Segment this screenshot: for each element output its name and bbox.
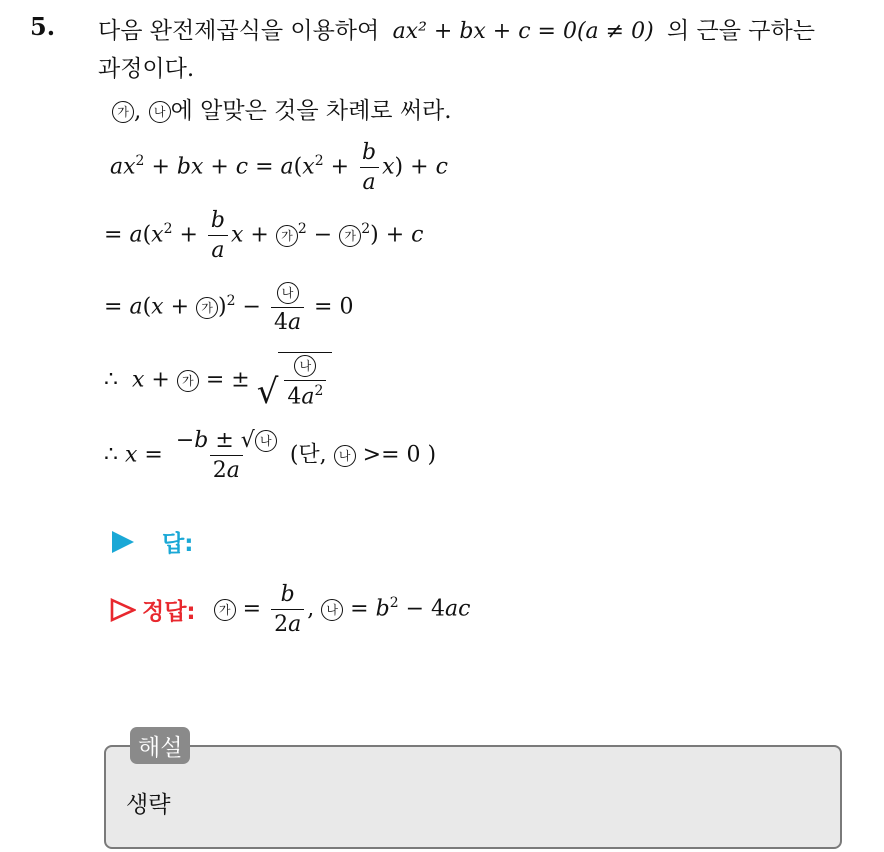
explanation-box <box>104 745 842 849</box>
marker-ga: 가 <box>177 370 199 392</box>
question-stem-line2: 과정이다. <box>98 56 195 82</box>
marker-na: 나 <box>321 599 343 621</box>
marker-na: 나 <box>277 282 299 304</box>
answer-row <box>112 525 193 558</box>
question-stem <box>98 12 815 51</box>
stem-prefix: 다음 완전제곱식을 이용하여 <box>98 18 380 44</box>
outline-triangle-icon <box>110 598 136 622</box>
marker-na: 나 <box>149 101 171 123</box>
derivation-line-3: = a(x + 가 )$^2$ − $\frac{\text{나}}{4a}$ = 0 <box>104 280 353 335</box>
marker-ga: 가 <box>112 101 134 123</box>
correct-answer-label: 정답: <box>142 599 196 625</box>
marker-ga: 가 <box>196 297 218 319</box>
question-number: 5. <box>30 12 56 41</box>
derivation-line-2: = $a(x^2$ + $\frac{b}{a}$ x + 가 $^2$ − 가 $^2$) + c <box>104 208 424 263</box>
correct-answer-value: 가 = $\frac{b}{2a}$ , 나 = $b^2 - 4ac$ <box>214 582 471 637</box>
stem-equation: ax² + bx + c = 0(a ≠ 0) <box>392 19 654 44</box>
marker-na: 나 <box>255 430 277 452</box>
instruction-text: 에 알맞은 것을 차례로 써라. <box>170 98 452 124</box>
derivation-line-5: ∴ x = $\frac{\text{−b ± √ 나}}{2a}$ (단, 나 >= 0 ) <box>104 428 437 483</box>
instruction: 가 , 나 에 알맞은 것을 차례로 써라. <box>112 92 452 125</box>
stem-suffix: 의 근을 구하는 <box>667 18 815 44</box>
play-triangle-icon <box>112 531 134 553</box>
correct-answer-row <box>110 582 470 637</box>
answer-label: 답: <box>162 531 194 557</box>
marker-ga: 가 <box>339 225 361 247</box>
marker-ga: 가 <box>276 225 298 247</box>
marker-ga: 가 <box>214 599 236 621</box>
explanation-tab: 해설 <box>130 727 190 764</box>
explanation-text: 생략 <box>126 792 171 818</box>
derivation-line-4: ∴ x + 가 = ± √ $\frac{\text{나}}{4a^2}$ <box>104 352 332 409</box>
derivation-line-1: $ax^2$ + bx + $c = a(x^2$ + $\frac{b}{a}$ x) + c <box>110 140 448 195</box>
marker-na: 나 <box>334 445 356 467</box>
marker-na: 나 <box>294 355 316 377</box>
